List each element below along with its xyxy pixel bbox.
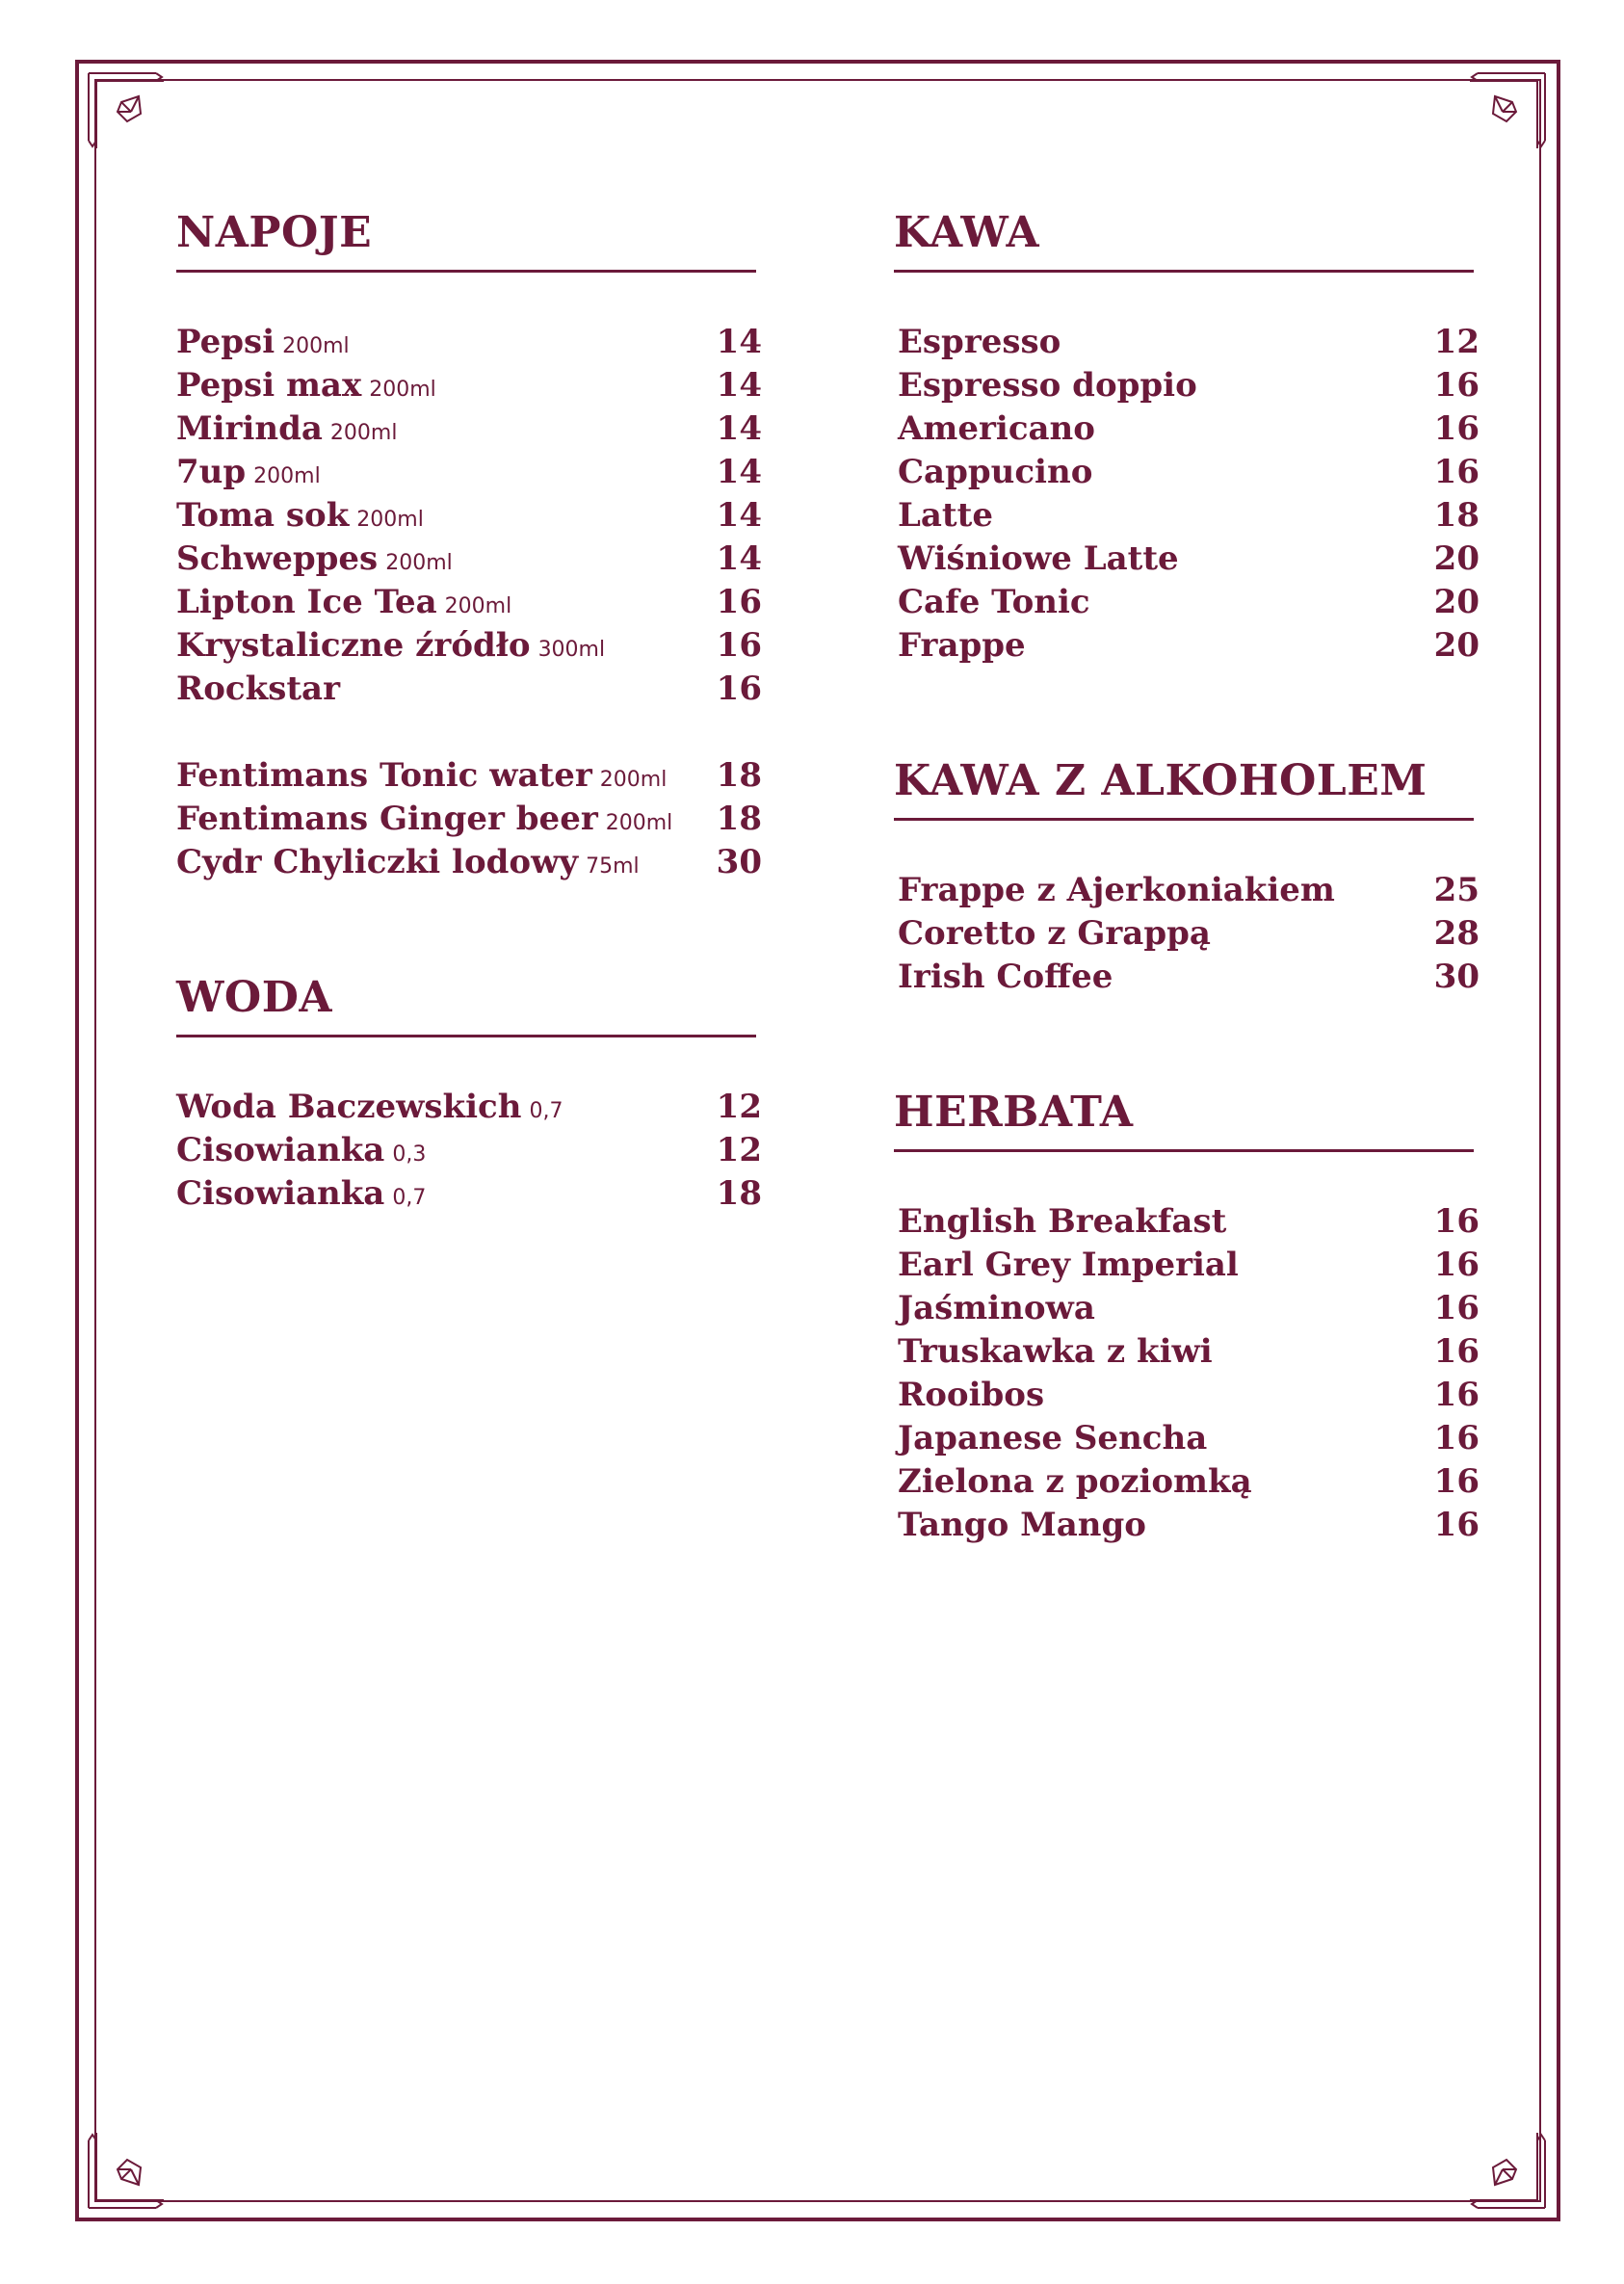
section-kawa — [894, 208, 1480, 668]
menu-item — [176, 754, 762, 798]
item-price: 16 — [1433, 1376, 1480, 1414]
item-name: Pepsi — [176, 323, 275, 361]
menu-item — [176, 494, 762, 538]
menu-column-right — [894, 208, 1480, 1547]
item-price: 14 — [716, 496, 762, 535]
item-name: Espresso doppio — [898, 366, 1197, 405]
item-name: 7up — [176, 453, 247, 491]
menu-item — [894, 451, 1480, 494]
section-herbata — [894, 1088, 1480, 1547]
menu-item — [176, 581, 762, 624]
menu-item — [894, 956, 1480, 999]
item-size: 200ml — [444, 594, 512, 618]
menu-item — [894, 624, 1480, 668]
item-price: 20 — [1433, 539, 1480, 578]
item-name: Pepsi max — [176, 366, 362, 405]
item-price: 16 — [1433, 453, 1480, 491]
item-price: 12 — [1433, 323, 1480, 361]
menu-item — [894, 1244, 1480, 1287]
section-woda — [176, 973, 762, 1216]
menu-item — [894, 321, 1480, 364]
item-price: 14 — [716, 409, 762, 448]
item-name: Rooibos — [898, 1376, 1045, 1414]
item-size: 0,3 — [392, 1142, 427, 1167]
item-name: Coretto z Grappą — [898, 914, 1211, 953]
item-group-spacer — [176, 711, 762, 754]
item-price: 14 — [716, 366, 762, 405]
menu-item — [894, 1417, 1480, 1460]
menu-item — [894, 364, 1480, 407]
item-name: Japanese Sencha — [898, 1419, 1208, 1457]
item-name: Cisowianka — [176, 1131, 385, 1169]
item-size: 200ml — [385, 551, 453, 575]
item-name: Jaśminowa — [898, 1289, 1095, 1327]
item-name: Tango Mango — [898, 1506, 1146, 1544]
item-name: Truskawka z kiwi — [898, 1332, 1213, 1371]
item-name: Latte — [898, 496, 993, 535]
item-price: 25 — [1433, 871, 1480, 909]
menu-item — [176, 798, 762, 841]
item-size: 200ml — [605, 811, 673, 835]
menu-item — [894, 407, 1480, 451]
item-price: 18 — [716, 756, 762, 795]
section-napoje — [176, 208, 762, 884]
item-name: Woda Baczewskich — [176, 1088, 522, 1126]
menu-item — [894, 912, 1480, 956]
item-price: 16 — [716, 583, 762, 621]
section-title: KAWA — [894, 208, 1474, 273]
menu-item — [176, 624, 762, 668]
item-name: Cydr Chyliczki lodowy — [176, 843, 579, 881]
menu-item — [894, 581, 1480, 624]
corner-ornament-icon — [1464, 67, 1551, 154]
menu-item — [176, 538, 762, 581]
item-name: Fentimans Ginger beer — [176, 800, 598, 838]
item-name: Frappe — [898, 626, 1026, 665]
item-price: 14 — [716, 323, 762, 361]
item-price: 12 — [716, 1131, 762, 1169]
item-name: Wiśniowe Latte — [898, 539, 1179, 578]
menu-item — [894, 1330, 1480, 1374]
section-title: WODA — [176, 973, 756, 1037]
item-price: 18 — [1433, 496, 1480, 535]
menu-item — [894, 1460, 1480, 1504]
item-price: 16 — [1433, 1419, 1480, 1457]
menu-item — [176, 668, 762, 711]
item-name: Lipton Ice Tea — [176, 583, 437, 621]
menu-item — [894, 494, 1480, 538]
item-price: 16 — [1433, 1246, 1480, 1284]
item-price: 16 — [1433, 1506, 1480, 1544]
item-size: 200ml — [369, 378, 436, 402]
item-price: 12 — [716, 1088, 762, 1126]
item-size: 200ml — [356, 508, 424, 532]
item-name: Irish Coffee — [898, 958, 1113, 996]
item-price: 30 — [716, 843, 762, 881]
item-name: Cafe Tonic — [898, 583, 1090, 621]
item-price: 16 — [716, 669, 762, 708]
item-name: Schweppes — [176, 539, 379, 578]
item-name: Toma sok — [176, 496, 350, 535]
item-size: 200ml — [329, 421, 398, 445]
item-size: 0,7 — [529, 1099, 563, 1123]
menu-item — [894, 1504, 1480, 1547]
menu-item — [176, 364, 762, 407]
menu-item — [894, 1287, 1480, 1330]
item-price: 16 — [1433, 366, 1480, 405]
item-name: Fentimans Tonic water — [176, 756, 592, 795]
item-price: 14 — [716, 539, 762, 578]
corner-ornament-icon — [83, 67, 170, 154]
menu-item — [894, 1200, 1480, 1244]
item-name: Americano — [898, 409, 1095, 448]
item-price: 30 — [1433, 958, 1480, 996]
item-price: 20 — [1433, 626, 1480, 665]
item-size: 0,7 — [392, 1186, 427, 1210]
item-price: 16 — [1433, 1289, 1480, 1327]
item-name: Krystaliczne źródło — [176, 626, 531, 665]
corner-ornament-icon — [1464, 2127, 1551, 2214]
menu-item — [176, 1129, 762, 1172]
item-price: 28 — [1433, 914, 1480, 953]
section-title: HERBATA — [894, 1088, 1474, 1152]
item-name: Espresso — [898, 323, 1061, 361]
item-size: 200ml — [282, 334, 350, 358]
item-name: Frappe z Ajerkoniakiem — [898, 871, 1335, 909]
item-size: 200ml — [253, 464, 321, 488]
menu-item — [176, 841, 762, 884]
item-name: Earl Grey Imperial — [898, 1246, 1239, 1284]
item-name: Cappucino — [898, 453, 1093, 491]
corner-ornament-icon — [83, 2127, 170, 2214]
section-title: NAPOJE — [176, 208, 756, 273]
menu-item — [894, 869, 1480, 912]
item-size: 200ml — [599, 768, 668, 792]
menu-item — [894, 538, 1480, 581]
item-size: 75ml — [586, 854, 640, 879]
item-name: Mirinda — [176, 409, 323, 448]
menu-item — [176, 1086, 762, 1129]
item-price: 20 — [1433, 583, 1480, 621]
section-title: KAWA Z ALKOHOLEM — [894, 756, 1474, 821]
item-price: 16 — [1433, 1462, 1480, 1501]
item-price: 16 — [716, 626, 762, 665]
item-name: Zielona z poziomką — [898, 1462, 1252, 1501]
menu-item — [894, 1374, 1480, 1417]
item-price: 16 — [1433, 1332, 1480, 1371]
menu-item — [176, 321, 762, 364]
item-price: 18 — [716, 800, 762, 838]
item-name: Rockstar — [176, 669, 340, 708]
item-price: 14 — [716, 453, 762, 491]
item-size: 300ml — [537, 638, 606, 662]
item-price: 16 — [1433, 1202, 1480, 1241]
menu-item — [176, 407, 762, 451]
menu-item — [176, 451, 762, 494]
item-price: 18 — [716, 1174, 762, 1213]
menu-item — [176, 1172, 762, 1216]
item-name: English Breakfast — [898, 1202, 1227, 1241]
menu-column-left — [176, 208, 762, 1216]
item-price: 16 — [1433, 409, 1480, 448]
item-name: Cisowianka — [176, 1174, 385, 1213]
section-kawa-z-alkoholem — [894, 756, 1480, 999]
